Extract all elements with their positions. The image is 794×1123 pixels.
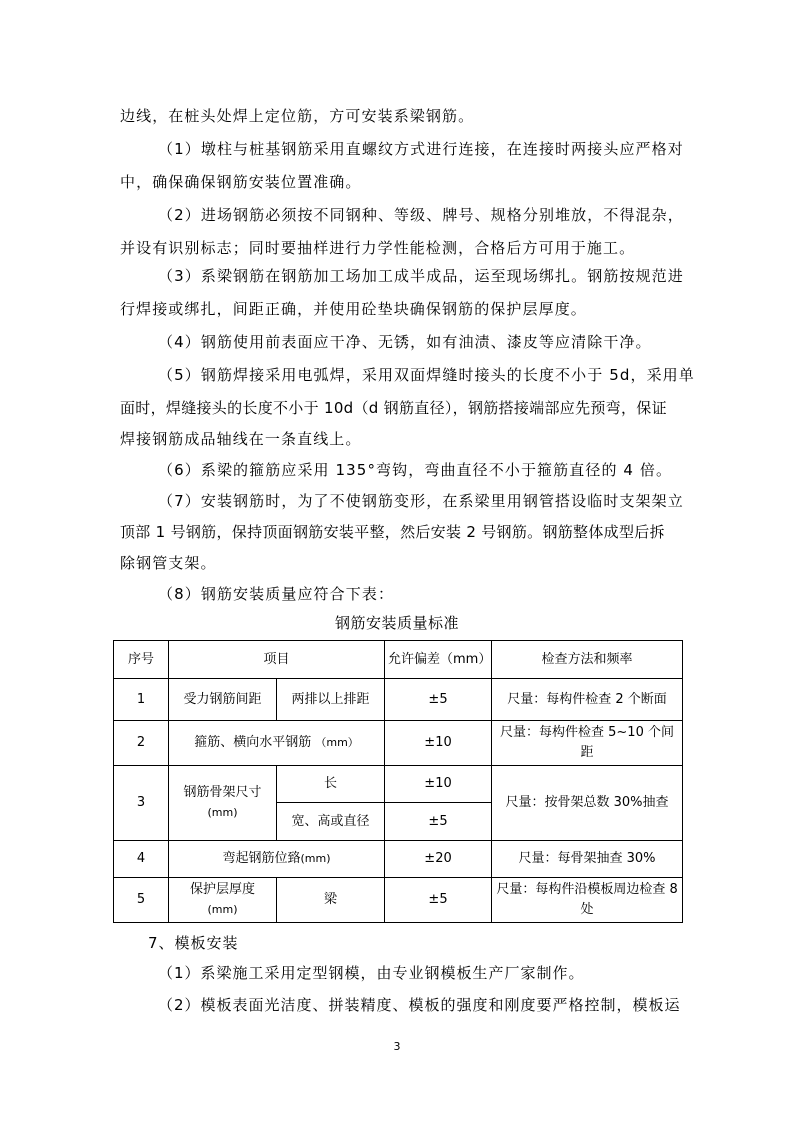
table-cell: ±5 [385, 878, 492, 923]
body-line: 并设有识别标志；同时要抽样进行力学性能检测，合格后方可用于施工。 [120, 239, 636, 257]
table-cell: 4 [114, 841, 169, 878]
table-cell: ±10 [385, 721, 492, 766]
body-line: （7）安装钢筋时，为了不使钢筋变形，在系梁里用钢管搭设临时支架架立 [158, 492, 684, 510]
body-line: 顶部 1 号钢筋，保持顶面钢筋安装平整，然后安装 2 号钢筋。钢筋整体成型后拆 [120, 523, 665, 541]
body-line: （8）钢筋安装质量应符合下表： [158, 585, 395, 603]
header-cell: 序号 [114, 641, 169, 679]
table-cell [169, 721, 385, 766]
table-cell: ±5 [385, 679, 492, 721]
unit-text: (mm) [207, 903, 238, 916]
body-line: （1）墩柱与桩基钢筋采用直螺纹方式进行连接，在连接时两接头应严格对 [158, 140, 684, 158]
page-number: 3 [393, 1040, 401, 1053]
table-cell: 两排以上排距 [277, 679, 385, 721]
body-line: 除钢管支架。 [120, 554, 217, 572]
item-text: 箍筋、横向水平钢筋 [194, 735, 312, 750]
table-cell: ±5 [385, 803, 492, 841]
body-line: （5）钢筋焊接采用电弧焊，采用双面焊缝时接头的长度不小于 5d，采用单 [158, 366, 695, 384]
body-line: 中，确保确保钢筋安装位置准确。 [120, 173, 362, 191]
body-line: （1）系梁施工采用定型钢模，由专业钢模板生产厂家制作。 [158, 964, 585, 982]
body-line: （3）系梁钢筋在钢筋加工场加工成半成品，运至现场绑扎。钢筋按规范进 [158, 267, 684, 285]
quality-standard-table [113, 640, 683, 923]
body-line: 边线，在桩头处焊上定位筋，方可安装系梁钢筋。 [120, 107, 475, 125]
header-cell: 允许偏差（mm） [385, 641, 492, 679]
item-text: 弯起钢筋位臵 [222, 851, 301, 866]
table-cell: ±20 [385, 841, 492, 878]
table-row [114, 841, 683, 878]
table-row [114, 679, 683, 721]
unit-text: (mm) [300, 852, 331, 865]
item-text: 钢筋骨架尺寸 [183, 785, 262, 800]
table-row [114, 766, 683, 803]
table-cell: 长 [277, 766, 385, 803]
unit-text: （mm） [315, 736, 359, 749]
unit-text: (mm) [207, 806, 238, 819]
table-cell: 2 [114, 721, 169, 766]
table-cell: 尺量：按骨架总数 30%抽查 [492, 766, 683, 841]
header-cell: 项目 [169, 641, 385, 679]
body-line: （6）系梁的箍筋应采用 135°弯钩，弯曲直径不小于箍筋直径的 4 倍。 [158, 461, 673, 479]
table-cell: 尺量：每构件检查 5~10 个间距 [492, 721, 683, 766]
table-cell [169, 766, 277, 841]
table-cell: 尺量：每骨架抽查 30% [492, 841, 683, 878]
table-cell [169, 841, 385, 878]
table-cell: 1 [114, 679, 169, 721]
table-row [114, 721, 683, 766]
header-cell: 检查方法和频率 [492, 641, 683, 679]
body-line: （2）进场钢筋必须按不同钢种、等级、牌号、规格分别堆放，不得混杂， [158, 206, 684, 224]
table-header-row [114, 641, 683, 679]
body-line: 面时，焊缝接头的长度不小于 10d（d 钢筋直径），钢筋搭接端部应先预弯，保证 [120, 399, 667, 417]
table-cell: ±10 [385, 766, 492, 803]
table-title: 钢筋安装质量标准 [334, 614, 459, 632]
body-line: （2）模板表面光洁度、拼装精度、模板的强度和刚度要严格控制，模板运 [158, 996, 681, 1014]
section-heading: 7、模板安装 [148, 934, 239, 952]
body-line: （4）钢筋使用前表面应干净、无锈，如有油渍、漆皮等应清除干净。 [158, 333, 652, 351]
table-cell: 尺量：每构件沿模板周边检查 8 处 [492, 878, 683, 923]
table-cell: 3 [114, 766, 169, 841]
table-cell: 5 [114, 878, 169, 923]
table-cell: 梁 [277, 878, 385, 923]
table-cell: 受力钢筋间距 [169, 679, 277, 721]
item-text: 保护层厚度 [189, 882, 255, 897]
body-line: 行焊接或绑扎，间距正确，并使用砼垫块确保钢筋的保护层厚度。 [120, 300, 587, 318]
body-line: 焊接钢筋成品轴线在一条直线上。 [120, 430, 362, 448]
table-cell: 尺量：每构件检查 2 个断面 [492, 679, 683, 721]
table-cell: 宽、高或直径 [277, 803, 385, 841]
table-cell [169, 878, 277, 923]
table-row [114, 878, 683, 923]
